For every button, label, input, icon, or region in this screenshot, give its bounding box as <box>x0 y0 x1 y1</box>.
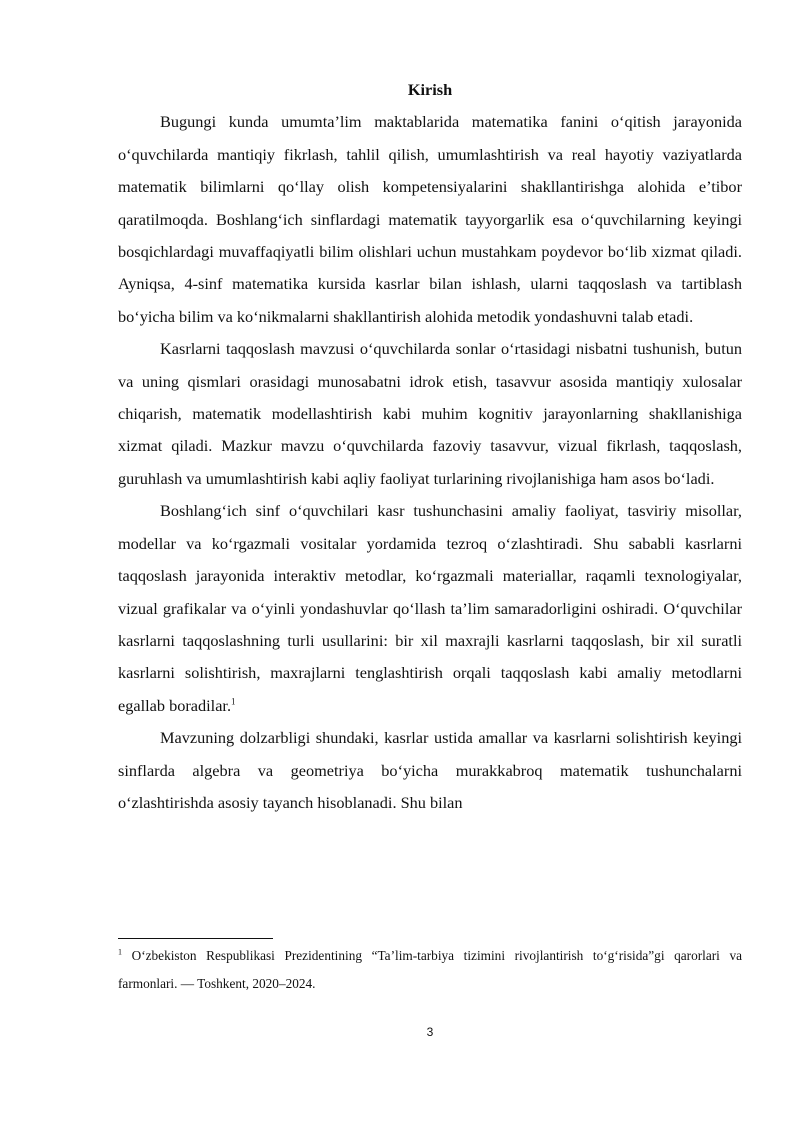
paragraph-2: Kasrlarni taqqoslash mavzusi o‘quvchilarda sonlar o‘rtasidagi nisbatni tushunish, butun va uning qismlari orasidagi munosabatni idrok etish, tasavvur asosida mantiqiy xulosalar chiqarish, matematik modellashtirish kabi muhim kognitiv jarayonlarning shakllanishiga xizmat qiladi. Mazkur mavzu o‘quvchilarda fazoviy tasavvur, vizual fikrlash, taqqoslash, guruhlash va umumlashtirish kabi aqliy faoliyat turlarining rivojlanishiga ham asos bo‘ladi. <box>118 339 742 488</box>
footnote <box>118 942 742 998</box>
paragraph-4: Mavzuning dolzarbligi shundaki, kasrlar ustida amallar va kasrlarni solishtirish keyingi sinflarda algebra va geometriya bo‘yicha murakkabroq matematik tushunchalarni o‘zlashtirishda asosiy tayanch hisoblanadi. Shu bilan <box>118 728 742 812</box>
footnote-marker: 1 <box>118 947 122 957</box>
paragraph-3-text: Boshlang‘ich sinf o‘quvchilari kasr tushunchasini amaliy faoliyat, tasviriy misollar, modellar va ko‘rgazmali vositalar yordamida tezroq o‘zlashtiradi. Shu sababli kasrlarni taqqoslash jarayonida interaktiv metodlar, ko‘rgazmali materiallar, raqamli texnologiyalar, vizual grafikalar va o‘yinli yondashuvlar qo‘llash ta’lim samaradorligini oshiradi. O‘quvchilar kasrlarni taqqoslashning turli usullarini: bir xil maxrajli kasrlarni taqqoslash, bir xil suratli kasrlarni solishtirish, maxrajlarni tenglashtirish orqali taqqoslash kabi amaliy metodlarni egallab boradilar. <box>118 501 742 715</box>
paragraph-3 <box>118 495 742 722</box>
footnote-reference[interactable]: 1 <box>231 696 236 707</box>
section-heading: Kirish <box>407 80 453 99</box>
body-text <box>118 74 742 819</box>
footnote-text: O‘zbekiston Respublikasi Prezidentining “Ta’lim-tarbiya tizimini rivojlantirish to‘g‘risida”gi qarorlari va farmonlari. — Toshkent, 2020–2024. <box>118 948 742 991</box>
footnote-separator <box>118 938 273 939</box>
page-number: 3 <box>426 1025 434 1039</box>
paragraph-1: Bugungi kunda umumta’lim maktablarida matematika fanini o‘qitish jarayonida o‘quvchilarda mantiqiy fikrlash, tahlil qilish, umumlashtirish va real hayotiy vaziyatlarda matematik bilimlarni qo‘llay olish kompetensiyalarini shakllantirishga alohida e’tibor qaratilmoqda. Boshlang‘ich sinflardagi matematik tayyorgarlik esa o‘quvchilarning keyingi bosqichlardagi muvaffaqiyatli bilim olishlari uchun mustahkam poydevor bo‘lib xizmat qiladi. Ayniqsa, 4-sinf matematika kursida kasrlar bilan ishlash, ularni taqqoslash va tartiblash bo‘yicha bilim va ko‘nikmalarni shakllantirish alohida metodik yondashuvni talab etadi. <box>118 112 742 326</box>
